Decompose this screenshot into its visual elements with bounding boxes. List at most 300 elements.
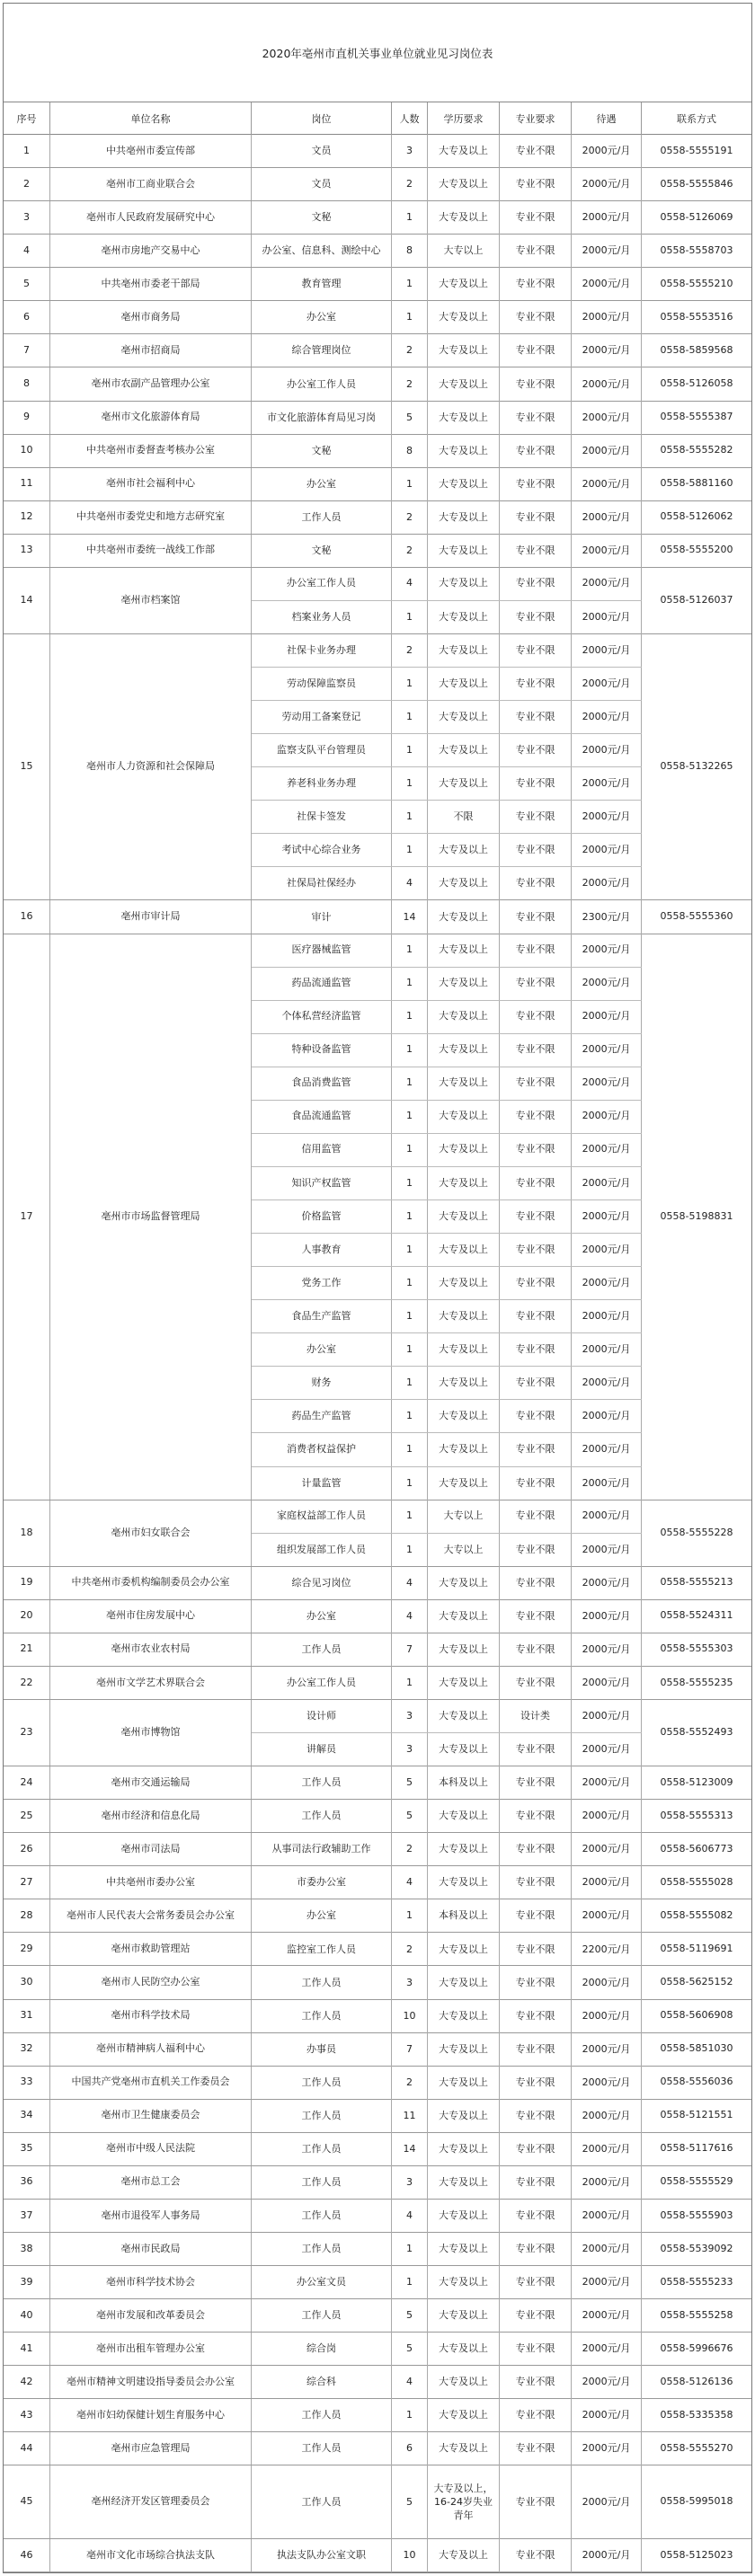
post-name: 社保卡签发 <box>252 801 392 833</box>
post-name: 办公室、信息科、测绘中心 <box>252 235 392 268</box>
post-row <box>252 1534 642 1567</box>
table-row <box>4 2465 751 2539</box>
post-group <box>252 2465 642 2538</box>
contact-phone: 0558-5881160 <box>660 477 733 490</box>
post-name: 食品流通监管 <box>252 1101 392 1133</box>
post-name: 工作人员 <box>252 1766 392 1800</box>
headcount: 1 <box>392 1467 428 1500</box>
post-group <box>252 2266 642 2298</box>
salary: 2000元/月 <box>572 135 642 168</box>
salary: 2000元/月 <box>572 367 642 401</box>
post-name: 综合见习岗位 <box>252 1567 392 1600</box>
post-name: 食品消费监管 <box>252 1067 392 1100</box>
headcount: 4 <box>392 1866 428 1899</box>
post-name: 工作人员 <box>252 2000 392 2033</box>
row-number: 14 <box>4 568 50 633</box>
post-row <box>252 2333 642 2366</box>
education-requirement: 大专及以上 <box>428 1667 500 1700</box>
salary: 2000元/月 <box>572 1034 642 1067</box>
row-number: 32 <box>4 2033 50 2066</box>
post-group <box>252 235 642 267</box>
major-requirement: 专业不限 <box>500 1866 572 1899</box>
contact-phone: 0558-5859568 <box>660 343 733 356</box>
post-row <box>252 501 642 535</box>
headcount: 1 <box>392 1400 428 1432</box>
contact-phone: 0558-5555360 <box>660 910 733 923</box>
post-name: 监察支队平台管理员 <box>252 734 392 766</box>
post-row <box>252 1300 642 1333</box>
education-requirement: 大专及以上 <box>428 634 500 667</box>
post-name: 工作人员 <box>252 1633 392 1667</box>
post-group <box>252 135 642 167</box>
post-name: 监控室工作人员 <box>252 1933 392 1966</box>
post-row <box>252 1700 642 1733</box>
contact-phone: 0558-5555387 <box>660 411 733 423</box>
headcount: 3 <box>392 1966 428 1999</box>
headcount: 5 <box>392 2333 428 2366</box>
post-row <box>252 468 642 501</box>
major-requirement: 专业不限 <box>500 2033 572 2067</box>
post-row <box>252 1001 642 1034</box>
unit-name: 亳州市审计局 <box>50 900 252 933</box>
row-number: 40 <box>4 2299 50 2332</box>
table-header <box>4 102 751 135</box>
education-requirement: 大专及以上 <box>428 1600 500 1633</box>
table-row <box>4 2100 751 2133</box>
post-name: 知识产权监管 <box>252 1167 392 1199</box>
row-number: 20 <box>4 1600 50 1633</box>
post-row <box>252 867 642 900</box>
salary: 2000元/月 <box>572 1101 642 1133</box>
contact-phone: 0558-5123009 <box>660 1775 733 1788</box>
unit-name: 亳州市文学艺术界联合会 <box>50 1667 252 1699</box>
unit-name: 亳州市退役军人事务局 <box>50 2200 252 2232</box>
post-row <box>252 568 642 601</box>
row-number: 27 <box>4 1866 50 1899</box>
row-number: 44 <box>4 2432 50 2465</box>
post-group <box>252 535 642 567</box>
table-row <box>4 2399 751 2432</box>
job-table <box>3 3 752 2573</box>
education-requirement: 大专及以上 <box>428 1001 500 1033</box>
major-requirement: 专业不限 <box>500 1300 572 1332</box>
major-requirement: 专业不限 <box>500 2366 572 2399</box>
unit-name: 亳州市出租车管理办公室 <box>50 2333 252 2365</box>
post-name: 消费者权益保护 <box>252 1433 392 1465</box>
headcount: 10 <box>392 2000 428 2033</box>
table-row <box>4 2266 751 2299</box>
post-name: 办公室 <box>252 1600 392 1633</box>
headcount: 1 <box>392 968 428 1000</box>
post-row <box>252 668 642 701</box>
row-number: 34 <box>4 2100 50 2132</box>
row-number: 11 <box>4 468 50 500</box>
unit-name: 中共亳州市委办公室 <box>50 1866 252 1899</box>
post-name: 文秘 <box>252 535 392 568</box>
post-name: 工作人员 <box>252 2465 392 2539</box>
headcount: 2 <box>392 367 428 401</box>
education-requirement: 大专及以上 <box>428 1933 500 1966</box>
salary: 2000元/月 <box>572 1766 642 1800</box>
post-name: 工作人员 <box>252 2399 392 2432</box>
headcount: 1 <box>392 1001 428 1033</box>
post-group <box>252 2200 642 2232</box>
post-row <box>252 1800 642 1833</box>
post-row <box>252 1600 642 1633</box>
row-number: 22 <box>4 1667 50 1699</box>
contact-phone: 0558-5625152 <box>660 1976 733 1988</box>
table-row <box>4 367 751 401</box>
post-row <box>252 1567 642 1600</box>
post-row <box>252 2166 642 2200</box>
contact-phone: 0558-5555228 <box>660 1526 733 1538</box>
post-name: 价格监管 <box>252 1200 392 1233</box>
salary: 2000元/月 <box>572 535 642 568</box>
post-group <box>252 435 642 467</box>
headcount: 1 <box>392 1333 428 1366</box>
salary: 2300元/月 <box>572 900 642 934</box>
headcount: 1 <box>392 1899 428 1933</box>
unit-name: 亳州市博物馆 <box>50 1700 252 1766</box>
headcount: 1 <box>392 268 428 301</box>
headcount: 1 <box>392 1200 428 1233</box>
contact-phone: 0558-5555213 <box>660 1576 733 1589</box>
post-name: 文员 <box>252 135 392 168</box>
education-requirement: 大专及以上 <box>428 734 500 766</box>
salary: 2000元/月 <box>572 268 642 301</box>
table-row <box>4 2200 751 2233</box>
unit-name: 亳州市精神病人福利中心 <box>50 2033 252 2066</box>
major-requirement: 专业不限 <box>500 1134 572 1166</box>
post-name: 党务工作 <box>252 1267 392 1299</box>
post-row <box>252 767 642 801</box>
headcount: 1 <box>392 201 428 235</box>
post-row <box>252 535 642 568</box>
post-row <box>252 1966 642 1999</box>
table-row <box>4 2067 751 2100</box>
salary: 2000元/月 <box>572 1433 642 1465</box>
education-requirement: 大专及以上 <box>428 668 500 700</box>
post-name: 信用监管 <box>252 1134 392 1166</box>
post-name: 考试中心综合业务 <box>252 834 392 866</box>
major-requirement: 专业不限 <box>500 2133 572 2166</box>
major-requirement: 专业不限 <box>500 867 572 900</box>
headcount: 2 <box>392 1933 428 1966</box>
contact-phone: 0558-5555903 <box>660 2209 733 2221</box>
row-number: 13 <box>4 535 50 567</box>
major-requirement: 专业不限 <box>500 2432 572 2465</box>
headcount: 1 <box>392 1267 428 1299</box>
post-name: 工作人员 <box>252 2100 392 2133</box>
headcount: 8 <box>392 435 428 468</box>
post-row <box>252 1034 642 1067</box>
unit-name: 亳州市应急管理局 <box>50 2432 252 2465</box>
headcount: 14 <box>392 2133 428 2166</box>
unit-name: 亳州市房地产交易中心 <box>50 235 252 267</box>
salary: 2000元/月 <box>572 767 642 800</box>
major-requirement: 专业不限 <box>500 834 572 866</box>
salary: 2000元/月 <box>572 2166 642 2200</box>
education-requirement: 大专及以上 <box>428 1034 500 1067</box>
education-requirement: 大专及以上 <box>428 1067 500 1100</box>
education-requirement: 大专及以上 <box>428 2133 500 2166</box>
education-requirement: 大专及以上 <box>428 1833 500 1866</box>
unit-name: 亳州市住房发展中心 <box>50 1600 252 1633</box>
row-number: 35 <box>4 2133 50 2165</box>
table-row <box>4 168 751 201</box>
post-row <box>252 1433 642 1466</box>
major-requirement: 专业不限 <box>500 2399 572 2432</box>
headcount: 1 <box>392 801 428 833</box>
post-name: 人事教育 <box>252 1234 392 1266</box>
post-row <box>252 701 642 734</box>
headcount: 2 <box>392 168 428 201</box>
post-name: 家庭权益部工作人员 <box>252 1500 392 1533</box>
headcount: 1 <box>392 601 428 634</box>
salary: 2000元/月 <box>572 2299 642 2333</box>
headcount: 14 <box>392 900 428 934</box>
post-row <box>252 367 642 401</box>
education-requirement: 大专及以上 <box>428 934 500 967</box>
post-row <box>252 1367 642 1400</box>
post-group <box>252 2366 642 2398</box>
headcount: 5 <box>392 1766 428 1800</box>
major-requirement: 专业不限 <box>500 2266 572 2299</box>
post-group <box>252 1933 642 1965</box>
headcount: 1 <box>392 1034 428 1067</box>
post-row <box>252 135 642 168</box>
post-name: 食品生产监管 <box>252 1300 392 1332</box>
contact-phone: 0558-5524311 <box>660 1609 733 1622</box>
row-number: 41 <box>4 2333 50 2365</box>
post-name: 工作人员 <box>252 1800 392 1833</box>
unit-name: 亳州市科学技术局 <box>50 2000 252 2032</box>
post-row <box>252 1200 642 1234</box>
education-requirement: 大专及以上 <box>428 701 500 733</box>
post-name: 药品生产监管 <box>252 1400 392 1432</box>
post-row <box>252 2465 642 2539</box>
education-requirement: 大专及以上 <box>428 968 500 1000</box>
salary: 2000元/月 <box>572 968 642 1000</box>
contact-phone: 0558-5126136 <box>660 2375 733 2387</box>
table-row <box>4 1633 751 1667</box>
table-row <box>4 2333 751 2366</box>
post-group <box>252 201 642 234</box>
row-number: 25 <box>4 1800 50 1832</box>
table-row <box>4 1933 751 1966</box>
contact-phone: 0558-5555200 <box>660 544 733 556</box>
table-row <box>4 2539 751 2572</box>
major-requirement: 专业不限 <box>500 301 572 334</box>
salary: 2000元/月 <box>572 1667 642 1700</box>
unit-name: 亳州市卫生健康委员会 <box>50 2100 252 2132</box>
education-requirement: 大专及以上 <box>428 501 500 535</box>
table-row <box>4 2133 751 2166</box>
table-row <box>4 301 751 334</box>
post-group <box>252 168 642 200</box>
post-row <box>252 2133 642 2166</box>
post-name: 特种设备监管 <box>252 1034 392 1067</box>
major-requirement: 专业不限 <box>500 934 572 967</box>
education-requirement: 大专及以上 <box>428 2100 500 2133</box>
headcount: 1 <box>392 301 428 334</box>
table-row <box>4 2166 751 2200</box>
post-row <box>252 1067 642 1101</box>
post-group <box>252 1700 642 1766</box>
salary: 2000元/月 <box>572 2233 642 2266</box>
unit-name: 亳州市人民代表大会常务委员会办公室 <box>50 1899 252 1932</box>
salary: 2000元/月 <box>572 1800 642 1833</box>
post-group <box>252 2432 642 2465</box>
row-number: 17 <box>4 934 50 1500</box>
salary: 2000元/月 <box>572 1134 642 1166</box>
post-group <box>252 1567 642 1599</box>
education-requirement: 大专及以上 <box>428 601 500 634</box>
education-requirement: 大专及以上 <box>428 1167 500 1199</box>
post-name: 办公室工作人员 <box>252 1667 392 1700</box>
post-row <box>252 2067 642 2100</box>
education-requirement: 大专及以上 <box>428 1367 500 1399</box>
table-row <box>4 1600 751 1633</box>
major-requirement: 专业不限 <box>500 1067 572 1100</box>
unit-name: 亳州市人民政府发展研究中心 <box>50 201 252 234</box>
education-requirement: 大专及以上 <box>428 1200 500 1233</box>
unit-name: 亳州市农副产品管理办公室 <box>50 367 252 400</box>
post-name: 社保卡业务办理 <box>252 634 392 667</box>
salary: 2000元/月 <box>572 1633 642 1667</box>
post-row <box>252 402 642 435</box>
row-number: 15 <box>4 634 50 900</box>
contact-phone: 0558-5555082 <box>660 1908 733 1921</box>
post-name: 办公室工作人员 <box>252 568 392 600</box>
major-requirement: 专业不限 <box>500 767 572 800</box>
contact-phone: 0558-5555846 <box>660 177 733 190</box>
table-row <box>4 501 751 535</box>
headcount: 1 <box>392 734 428 766</box>
education-requirement: 大专及以上 <box>428 568 500 600</box>
major-requirement: 专业不限 <box>500 1167 572 1199</box>
post-row <box>252 2100 642 2133</box>
row-number: 5 <box>4 268 50 300</box>
salary: 2000元/月 <box>572 2000 642 2033</box>
post-name: 工作人员 <box>252 2432 392 2465</box>
row-number: 46 <box>4 2539 50 2572</box>
post-name: 文员 <box>252 168 392 201</box>
post-name: 工作人员 <box>252 2200 392 2233</box>
education-requirement: 大专以上 <box>428 1534 500 1567</box>
column-header: 人数 <box>392 102 428 135</box>
salary: 2000元/月 <box>572 301 642 334</box>
post-group <box>252 934 642 1500</box>
headcount: 1 <box>392 1300 428 1332</box>
table-row <box>4 2000 751 2033</box>
major-requirement: 专业不限 <box>500 634 572 667</box>
row-number: 21 <box>4 1633 50 1666</box>
education-requirement: 本科及以上 <box>428 1766 500 1800</box>
row-number: 7 <box>4 334 50 367</box>
contact-phone: 0558-5555191 <box>660 144 733 156</box>
post-group <box>252 1600 642 1633</box>
post-name: 计量监管 <box>252 1467 392 1500</box>
education-requirement: 大专及以上 <box>428 1567 500 1600</box>
unit-name: 亳州市档案馆 <box>50 568 252 633</box>
post-group <box>252 1833 642 1865</box>
headcount: 1 <box>392 1234 428 1266</box>
post-row <box>252 634 642 668</box>
headcount: 1 <box>392 2233 428 2266</box>
post-group <box>252 2000 642 2032</box>
education-requirement: 大专及以上 <box>428 402 500 435</box>
major-requirement: 专业不限 <box>500 334 572 367</box>
major-requirement: 专业不限 <box>500 1667 572 1700</box>
row-number: 8 <box>4 367 50 400</box>
major-requirement: 专业不限 <box>500 1400 572 1432</box>
headcount: 4 <box>392 2200 428 2233</box>
post-row <box>252 2000 642 2033</box>
table-row <box>4 1899 751 1933</box>
headcount: 2 <box>392 501 428 535</box>
major-requirement: 专业不限 <box>500 1800 572 1833</box>
salary: 2000元/月 <box>572 2366 642 2399</box>
row-number: 28 <box>4 1899 50 1932</box>
education-requirement: 大专及以上 <box>428 2333 500 2366</box>
post-name: 办公室 <box>252 301 392 334</box>
major-requirement: 专业不限 <box>500 2200 572 2233</box>
post-row <box>252 334 642 367</box>
major-requirement: 专业不限 <box>500 1733 572 1766</box>
major-requirement: 专业不限 <box>500 1267 572 1299</box>
post-name: 综合岗 <box>252 2333 392 2366</box>
post-row <box>252 1267 642 1300</box>
major-requirement: 专业不限 <box>500 535 572 568</box>
headcount: 5 <box>392 1800 428 1833</box>
post-name: 文秘 <box>252 435 392 468</box>
post-name: 审计 <box>252 900 392 934</box>
salary: 2000元/月 <box>572 1234 642 1266</box>
major-requirement: 专业不限 <box>500 801 572 833</box>
major-requirement: 专业不限 <box>500 435 572 468</box>
major-requirement: 专业不限 <box>500 2067 572 2100</box>
post-row <box>252 1933 642 1966</box>
salary: 2000元/月 <box>572 2539 642 2572</box>
table-row <box>4 468 751 501</box>
major-requirement: 专业不限 <box>500 601 572 634</box>
headcount: 1 <box>392 1067 428 1100</box>
headcount: 2 <box>392 535 428 568</box>
post-name: 市文化旅游体育局见习岗 <box>252 402 392 435</box>
post-name: 养老科业务办理 <box>252 767 392 800</box>
post-name: 教育管理 <box>252 268 392 301</box>
headcount: 1 <box>392 1367 428 1399</box>
headcount: 2 <box>392 1833 428 1866</box>
major-requirement: 专业不限 <box>500 2100 572 2133</box>
post-row <box>252 2233 642 2266</box>
unit-name: 中共亳州市委督查考核办公室 <box>50 435 252 467</box>
table-row <box>4 1567 751 1600</box>
post-group <box>252 2100 642 2132</box>
post-group <box>252 468 642 500</box>
salary: 2000元/月 <box>572 168 642 201</box>
salary: 2000元/月 <box>572 2465 642 2539</box>
headcount: 7 <box>392 1633 428 1667</box>
post-row <box>252 968 642 1001</box>
contact-phone: 0558-5555529 <box>660 2175 733 2188</box>
major-requirement: 专业不限 <box>500 1333 572 1366</box>
education-requirement: 大专及以上 <box>428 2000 500 2033</box>
row-number: 39 <box>4 2266 50 2298</box>
table-row <box>4 1966 751 1999</box>
row-number: 36 <box>4 2166 50 2199</box>
